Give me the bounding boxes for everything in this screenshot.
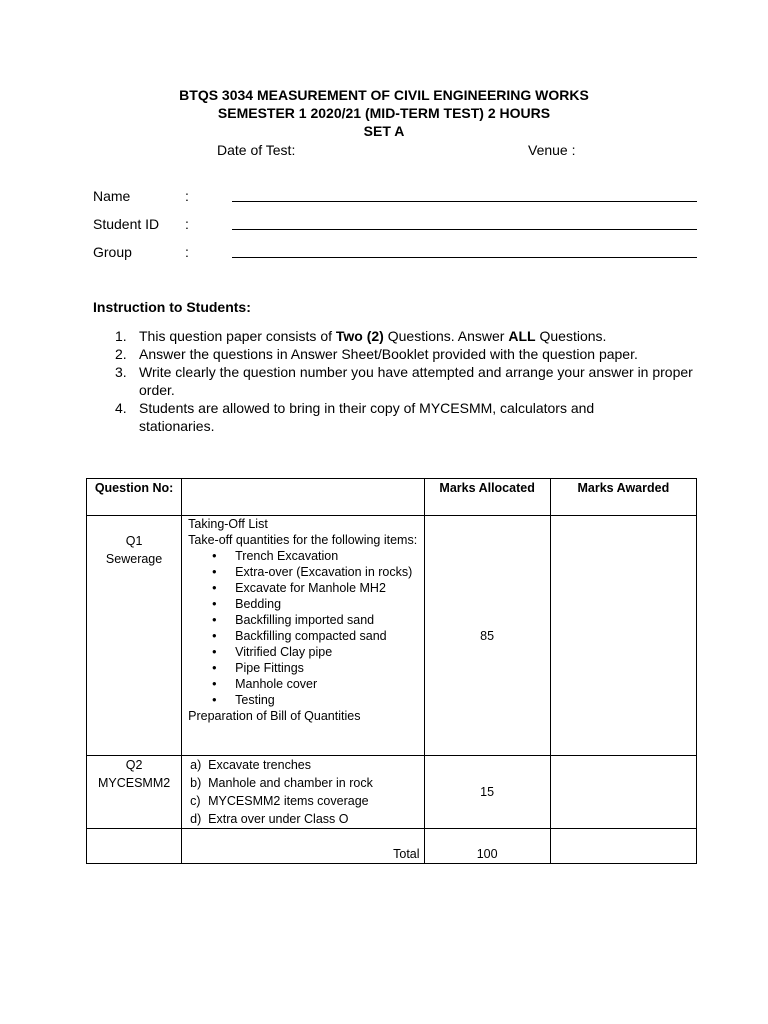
list-item: • Excavate for Manhole MH2 <box>212 581 386 595</box>
instruction-text: Write clearly the question number you have attempted and arrange your answer in proper order. <box>139 364 693 398</box>
total-marks-awarded <box>550 829 696 864</box>
group-label: Group <box>93 244 132 260</box>
instruction-number: 1. <box>115 328 127 344</box>
venue-label: Venue : <box>528 142 576 158</box>
list-item: • Vitrified Clay pipe <box>212 645 333 659</box>
q2-topic: MYCESMM2 <box>97 776 171 790</box>
marks-table <box>86 478 697 864</box>
instruction-number: 3. <box>115 364 127 380</box>
table-header-row <box>87 479 697 516</box>
table-row-q2 <box>87 756 697 829</box>
list-item: d) Extra over under Class O <box>190 812 349 826</box>
group-line <box>232 257 697 258</box>
instruction-text: This question paper consists of Two (2) Questions. Answer ALL Questions. <box>139 328 607 344</box>
bullet: • <box>212 677 217 691</box>
header-question-no: Question No: <box>87 479 182 516</box>
table-row-q1 <box>87 516 697 756</box>
name-colon: : <box>185 188 189 204</box>
q1-intro-text: Take-off quantities for the following items: <box>188 533 418 547</box>
list-item: • Pipe Fittings <box>212 661 304 675</box>
list-item: • Manhole cover <box>212 677 318 691</box>
q1-outro: Preparation of Bill of Quantities <box>188 709 361 723</box>
q1-items-list <box>188 548 423 708</box>
list-item: c) MYCESMM2 items coverage <box>190 794 369 808</box>
header-description <box>182 479 424 516</box>
semester-line: SEMESTER 1 2020/21 (MID-TERM TEST) 2 HOURS <box>217 105 551 121</box>
instruction-text: Students are allowed to bring in their copy of MYCESMM, calculators and stationaries. <box>139 400 595 434</box>
q1-intro-title: Taking-Off List <box>188 517 268 531</box>
total-label: Total <box>182 829 424 864</box>
q1-number: Q1 <box>125 534 143 548</box>
bullet: • <box>212 565 217 579</box>
student-id-colon: : <box>185 216 189 232</box>
instructions-title: Instruction to Students: <box>93 299 251 315</box>
set-label: SET A <box>363 123 405 139</box>
list-item: • Backfilling compacted sand <box>212 629 387 643</box>
list-item: • Testing <box>212 693 275 707</box>
table-row-total <box>87 829 697 864</box>
bullet: • <box>212 693 217 707</box>
header-marks-allocated: Marks Allocated <box>424 479 550 516</box>
name-label: Name <box>93 188 131 204</box>
q1-marks-allocated: 85 <box>424 516 550 756</box>
student-id-label: Student ID <box>93 216 160 232</box>
header-marks-awarded: Marks Awarded <box>550 479 696 516</box>
bullet: • <box>212 613 217 627</box>
group-colon: : <box>185 244 189 260</box>
bullet: • <box>212 549 217 563</box>
name-line <box>232 201 697 202</box>
bullet: • <box>212 661 217 675</box>
instruction-number: 4. <box>115 400 127 416</box>
q2-description-cell <box>182 756 424 829</box>
bullet: • <box>212 629 217 643</box>
paper-title: BTQS 3034 MEASUREMENT OF CIVIL ENGINEERING WORKS <box>179 87 589 103</box>
bullet: • <box>212 597 217 611</box>
q2-marks-awarded <box>550 756 696 829</box>
bullet: • <box>212 581 217 595</box>
q1-description-cell <box>182 516 424 756</box>
total-marks: 100 <box>424 829 550 864</box>
q1-topic: Sewerage <box>105 552 163 566</box>
student-id-line <box>232 229 697 230</box>
list-item: a) Excavate trenches <box>190 758 311 772</box>
q1-marks-awarded <box>550 516 696 756</box>
q2-marks-allocated: 15 <box>424 756 550 829</box>
instruction-text: Answer the questions in Answer Sheet/Booklet provided with the question paper. <box>139 346 638 362</box>
list-item: • Trench Excavation <box>212 549 339 563</box>
q2-items-list <box>182 756 423 828</box>
bullet: • <box>212 645 217 659</box>
list-item: • Bedding <box>212 597 282 611</box>
q1-number-cell <box>87 516 182 756</box>
instruction-number: 2. <box>115 346 127 362</box>
total-blank-cell <box>87 829 182 864</box>
list-item: • Extra-over (Excavation in rocks) <box>212 565 413 579</box>
q2-number-cell <box>87 756 182 829</box>
list-item: • Backfilling imported sand <box>212 613 375 627</box>
list-item: b) Manhole and chamber in rock <box>190 776 373 790</box>
date-of-test-label: Date of Test: <box>217 142 296 158</box>
q2-number: Q2 <box>125 758 143 772</box>
